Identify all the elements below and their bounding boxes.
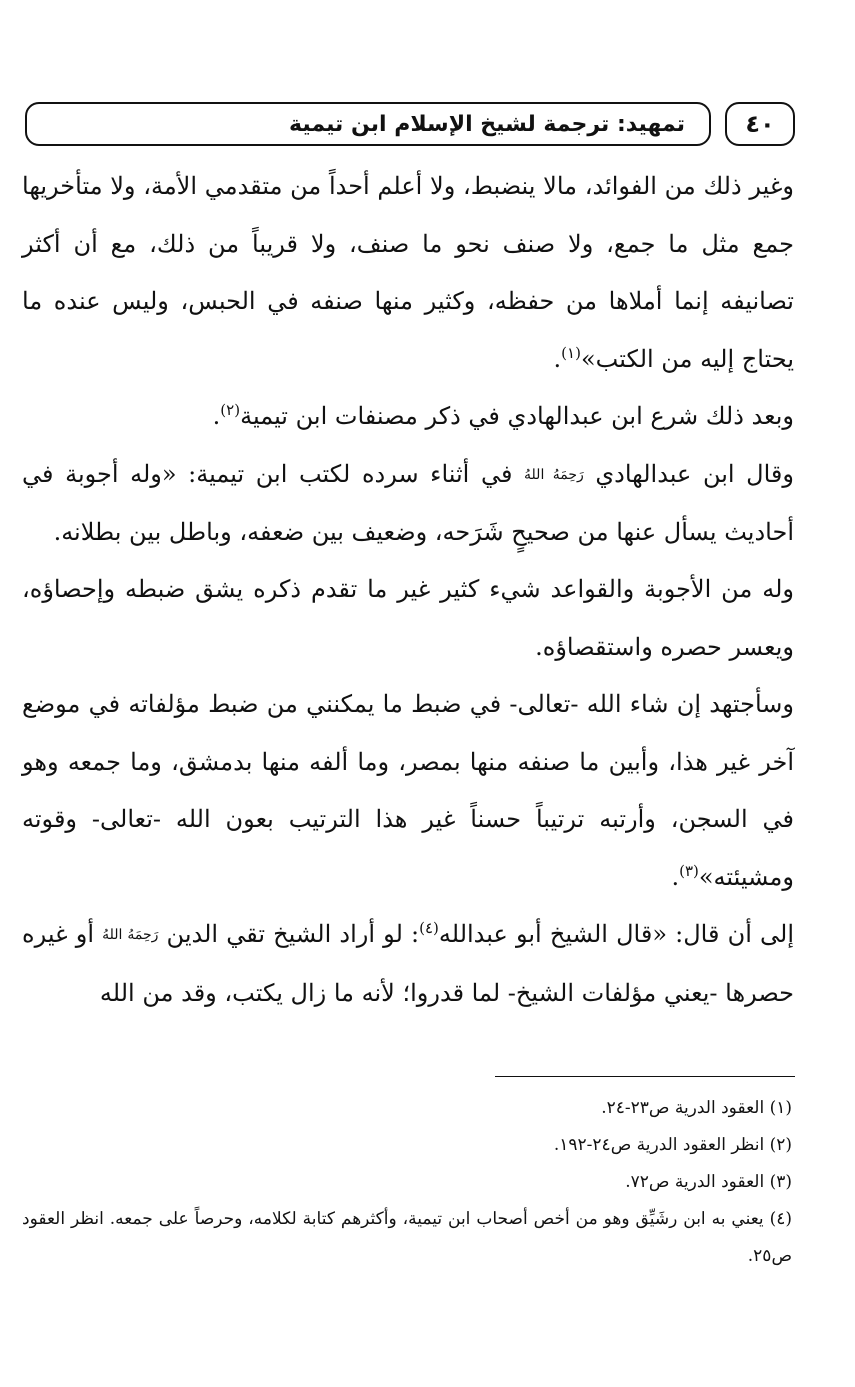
footnote-ref: (٣) xyxy=(679,861,699,880)
paragraph-text: وبعد ذلك شرع ابن عبدالهادي في ذكر مصنفات ابن تيمية xyxy=(240,402,794,430)
paragraph-text: : لو أراد الشيخ تقي الدين xyxy=(166,920,420,949)
running-header xyxy=(25,100,795,148)
paragraph-text: في أثناء سرده لكتب ابن تيمية: «وله أجوبة في أحاديث يسأل عنها من صحيحٍ شَرَحه، وضعيف بين ضعفه، وباطل بين بطلانه. xyxy=(22,459,794,546)
footnote-ref: (٤) xyxy=(419,919,439,938)
paragraph-text: وغير ذلك من الفوائد، مالا ينضبط، ولا أعلم أحداً من متقدمي الأمة، ولا متأخريها جمع مثل ما جمع، ولا صنف نحو ما صنف، ولا قريباً من ذلك، مع أن أكثر تصانيفه إنما أملاها من حفظه، وكثير منها صنفه في الحبس، وليس عنده ما يحتاج إليه من الكتب» xyxy=(22,172,794,373)
paragraph-text: إلى أن قال: «قال الشيخ أبو عبدالله xyxy=(438,920,794,949)
honorific-glyph: رَحِمَهُ اللهُ xyxy=(102,927,159,943)
page-number: ٤٠ xyxy=(725,102,795,146)
paragraph-text: أو غيره حصرها -يعني مؤلفات الشيخ- لما قدروا؛ لأنه ما زال يكتب، وقد من الله xyxy=(22,920,794,1007)
footnote-separator xyxy=(495,1076,795,1077)
paragraph: وبعد ذلك شرع ابن عبدالهادي في ذكر مصنفات ابن تيمية$^{(٢)}$. xyxy=(212,401,794,430)
main-text xyxy=(22,158,794,1022)
footnote: (٤) يعني به ابن رشَيِّق وهو من أخص أصحاب ابن تيمية، وأكثرهم كتابة لكلامه، وحرصاً على جمعه. انظر العقود ص٢٥. xyxy=(22,1209,792,1266)
paragraph xyxy=(22,446,794,562)
honorific-glyph: رَحِمَهُ اللهُ xyxy=(524,466,584,483)
paragraph: وسأجتهد إن شاء الله -تعالى- في ضبط ما يمكنني من ضبط مؤلفاته في موضع آخر غير هذا، وأبين ما صنفه منها بمصر، وما ألفه منها بدمشق، وما جمعه وهو في السجن، وأرتبه ترتيباً حسناً غير هذا الترتيب بعون الله -تعالى- وقوته ومشيئته»$^{(٣)}$. xyxy=(22,690,794,891)
footnote: (٣) العقود الدرية ص٧٢. xyxy=(625,1172,792,1192)
paragraph: وله من الأجوبة والقواعد شيء كثير غير ما تقدم ذكره يشق ضبطه وإحصاؤه، ويعسر حصره واستقصاؤه. xyxy=(22,575,794,661)
paragraph-text: وقال ابن عبدالهادي xyxy=(595,459,794,488)
paragraph xyxy=(22,906,794,1022)
footnotes xyxy=(22,1090,792,1275)
footnote-ref: (١) xyxy=(561,343,581,362)
running-title: تمهيد: ترجمة لشيخ الإسلام ابن تيمية xyxy=(25,102,711,146)
footnote-ref: (٢) xyxy=(220,401,241,419)
paragraph-text: وسأجتهد إن شاء الله -تعالى- في ضبط ما يمكنني من ضبط مؤلفاته في موضع آخر غير هذا، وأبين ما صنفه منها بمصر، وما ألفه منها بدمشق، وما جمعه وهو في السجن، وأرتبه ترتيباً حسناً غير هذا الترتيب بعون الله -تعالى- وقوته ومشيئته» xyxy=(22,690,794,891)
paragraph: وغير ذلك من الفوائد، مالا ينضبط، ولا أعلم أحداً من متقدمي الأمة، ولا متأخريها جمع مثل ما جمع، ولا صنف نحو ما صنف، ولا قريباً من ذلك، مع أن أكثر تصانيفه إنما أملاها من حفظه، وكثير منها صنفه في الحبس، وليس عنده ما يحتاج إليه من الكتب»$^{(١)}$. xyxy=(22,172,794,373)
footnote: (٢) انظر العقود الدرية ص٢٤-١٩٢. xyxy=(553,1135,792,1155)
footnote: (١) العقود الدرية ص٢٣-٢٤. xyxy=(601,1098,792,1118)
